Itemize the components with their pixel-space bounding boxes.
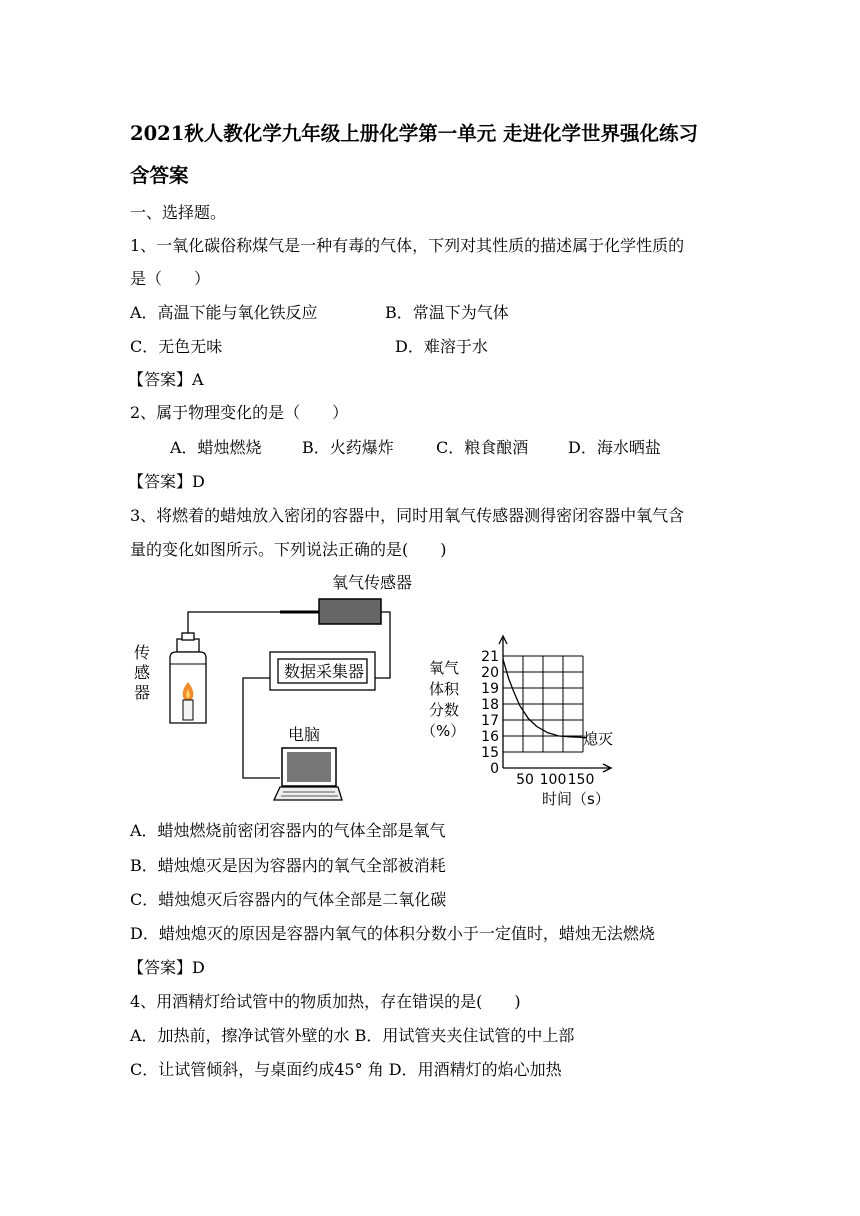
q1-option-d: D．难溶于水 [395,337,488,356]
side-label-2: 感 [134,663,151,682]
chart-ylabel-1: 氧气 [429,659,460,677]
q1-option-a: A．高温下能与氧化铁反应 [130,303,318,322]
q3-answer: 【答案】D [128,958,205,977]
oxygen-curve [503,659,587,737]
q2-stem: 2、属于物理变化的是（ ） [130,403,349,422]
document-title-line1: 2021秋人教化学九年级上册化学第一单元 走进化学世界强化练习 [130,122,699,145]
chart-x-tick-label: 150 [567,772,595,788]
chart-xlabel: 时间（s） [542,790,610,808]
oxygen-sensor-label: 氧气传感器 [332,573,413,592]
q1-answer: 【答案】A [128,370,204,389]
q2-answer: 【答案】D [128,472,205,491]
section-heading: 一、选择题。 [130,203,227,222]
sensor-cable-left [188,612,280,638]
q2-option-d: D．海水晒盐 [568,438,661,457]
side-label-1: 传 [134,643,151,662]
chart-y-tick-label: 15 [481,745,499,761]
chart-ylabel-4: （%） [421,722,466,740]
q2-option-c: C．粮食酿酒 [436,438,529,457]
q3-option-d: D．蜡烛熄灭的原因是容器内氧气的体积分数小于一定值时，蜡烛无法燃烧 [130,924,655,943]
q4-option-ab: A．加热前，擦净试管外壁的水 B．用试管夹夹住试管的中上部 [130,1026,575,1045]
side-label-3: 器 [134,683,151,702]
q1-option-c: C．无色无味 [130,337,223,356]
oxygen-chart [421,636,613,808]
laptop-icon [274,748,342,800]
chart-y-tick-label: 21 [481,649,499,665]
chart-y-tick-label: 0 [490,761,499,777]
q3-option-b: B．蜡烛熄灭是因为容器内的氧气全部被消耗 [130,856,446,875]
chart-x-tick-label: 100 [539,772,567,788]
chart-curve-label: 熄灭 [583,730,614,748]
q3-stem-line2: 量的变化如图所示。下列说法正确的是( ) [130,540,447,559]
chart-ylabel-3: 分数 [429,701,460,719]
oxygen-sensor-box [319,599,381,624]
collector-cable [243,678,280,778]
data-collector-label: 数据采集器 [284,662,365,681]
chart-y-tick-label: 17 [481,713,499,729]
chart-ylabel-2: 体积 [429,680,460,698]
chart-y-tick-label: 16 [481,729,499,745]
q2-option-b: B．火药爆炸 [302,438,394,457]
document-title-line2: 含答案 [130,164,189,187]
q1-stem-line2: 是（ ） [130,269,211,288]
chart-x-tick-label: 50 [516,772,534,788]
chart-y-tick-label: 20 [481,665,499,681]
q2-option-a: A．蜡烛燃烧 [170,438,262,457]
q4-option-cd: C．让试管倾斜，与桌面约成45° 角 D．用酒精灯的焰心加热 [130,1060,562,1079]
q4-stem: 4、用酒精灯给试管中的物质加热，存在错误的是( ) [130,992,521,1011]
q3-figure [120,568,630,813]
chart-y-tick-label: 18 [481,697,499,713]
q1-option-b: B．常温下为气体 [385,303,509,322]
q1-stem-line1: 1、一氧化碳俗称煤气是一种有毒的气体，下列对其性质的描述属于化学性质的 [130,236,685,255]
q3-option-c: C．蜡烛熄灭后容器内的气体全部是二氧化碳 [130,890,447,909]
computer-label: 电脑 [288,725,321,744]
chart-y-tick-label: 19 [481,681,499,697]
q3-stem-line1: 3、将燃着的蜡烛放入密闭的容器中，同时用氧气传感器测得密闭容器中氧气含 [130,506,685,525]
q3-option-a: A．蜡烛燃烧前密闭容器内的气体全部是氧气 [130,821,446,840]
